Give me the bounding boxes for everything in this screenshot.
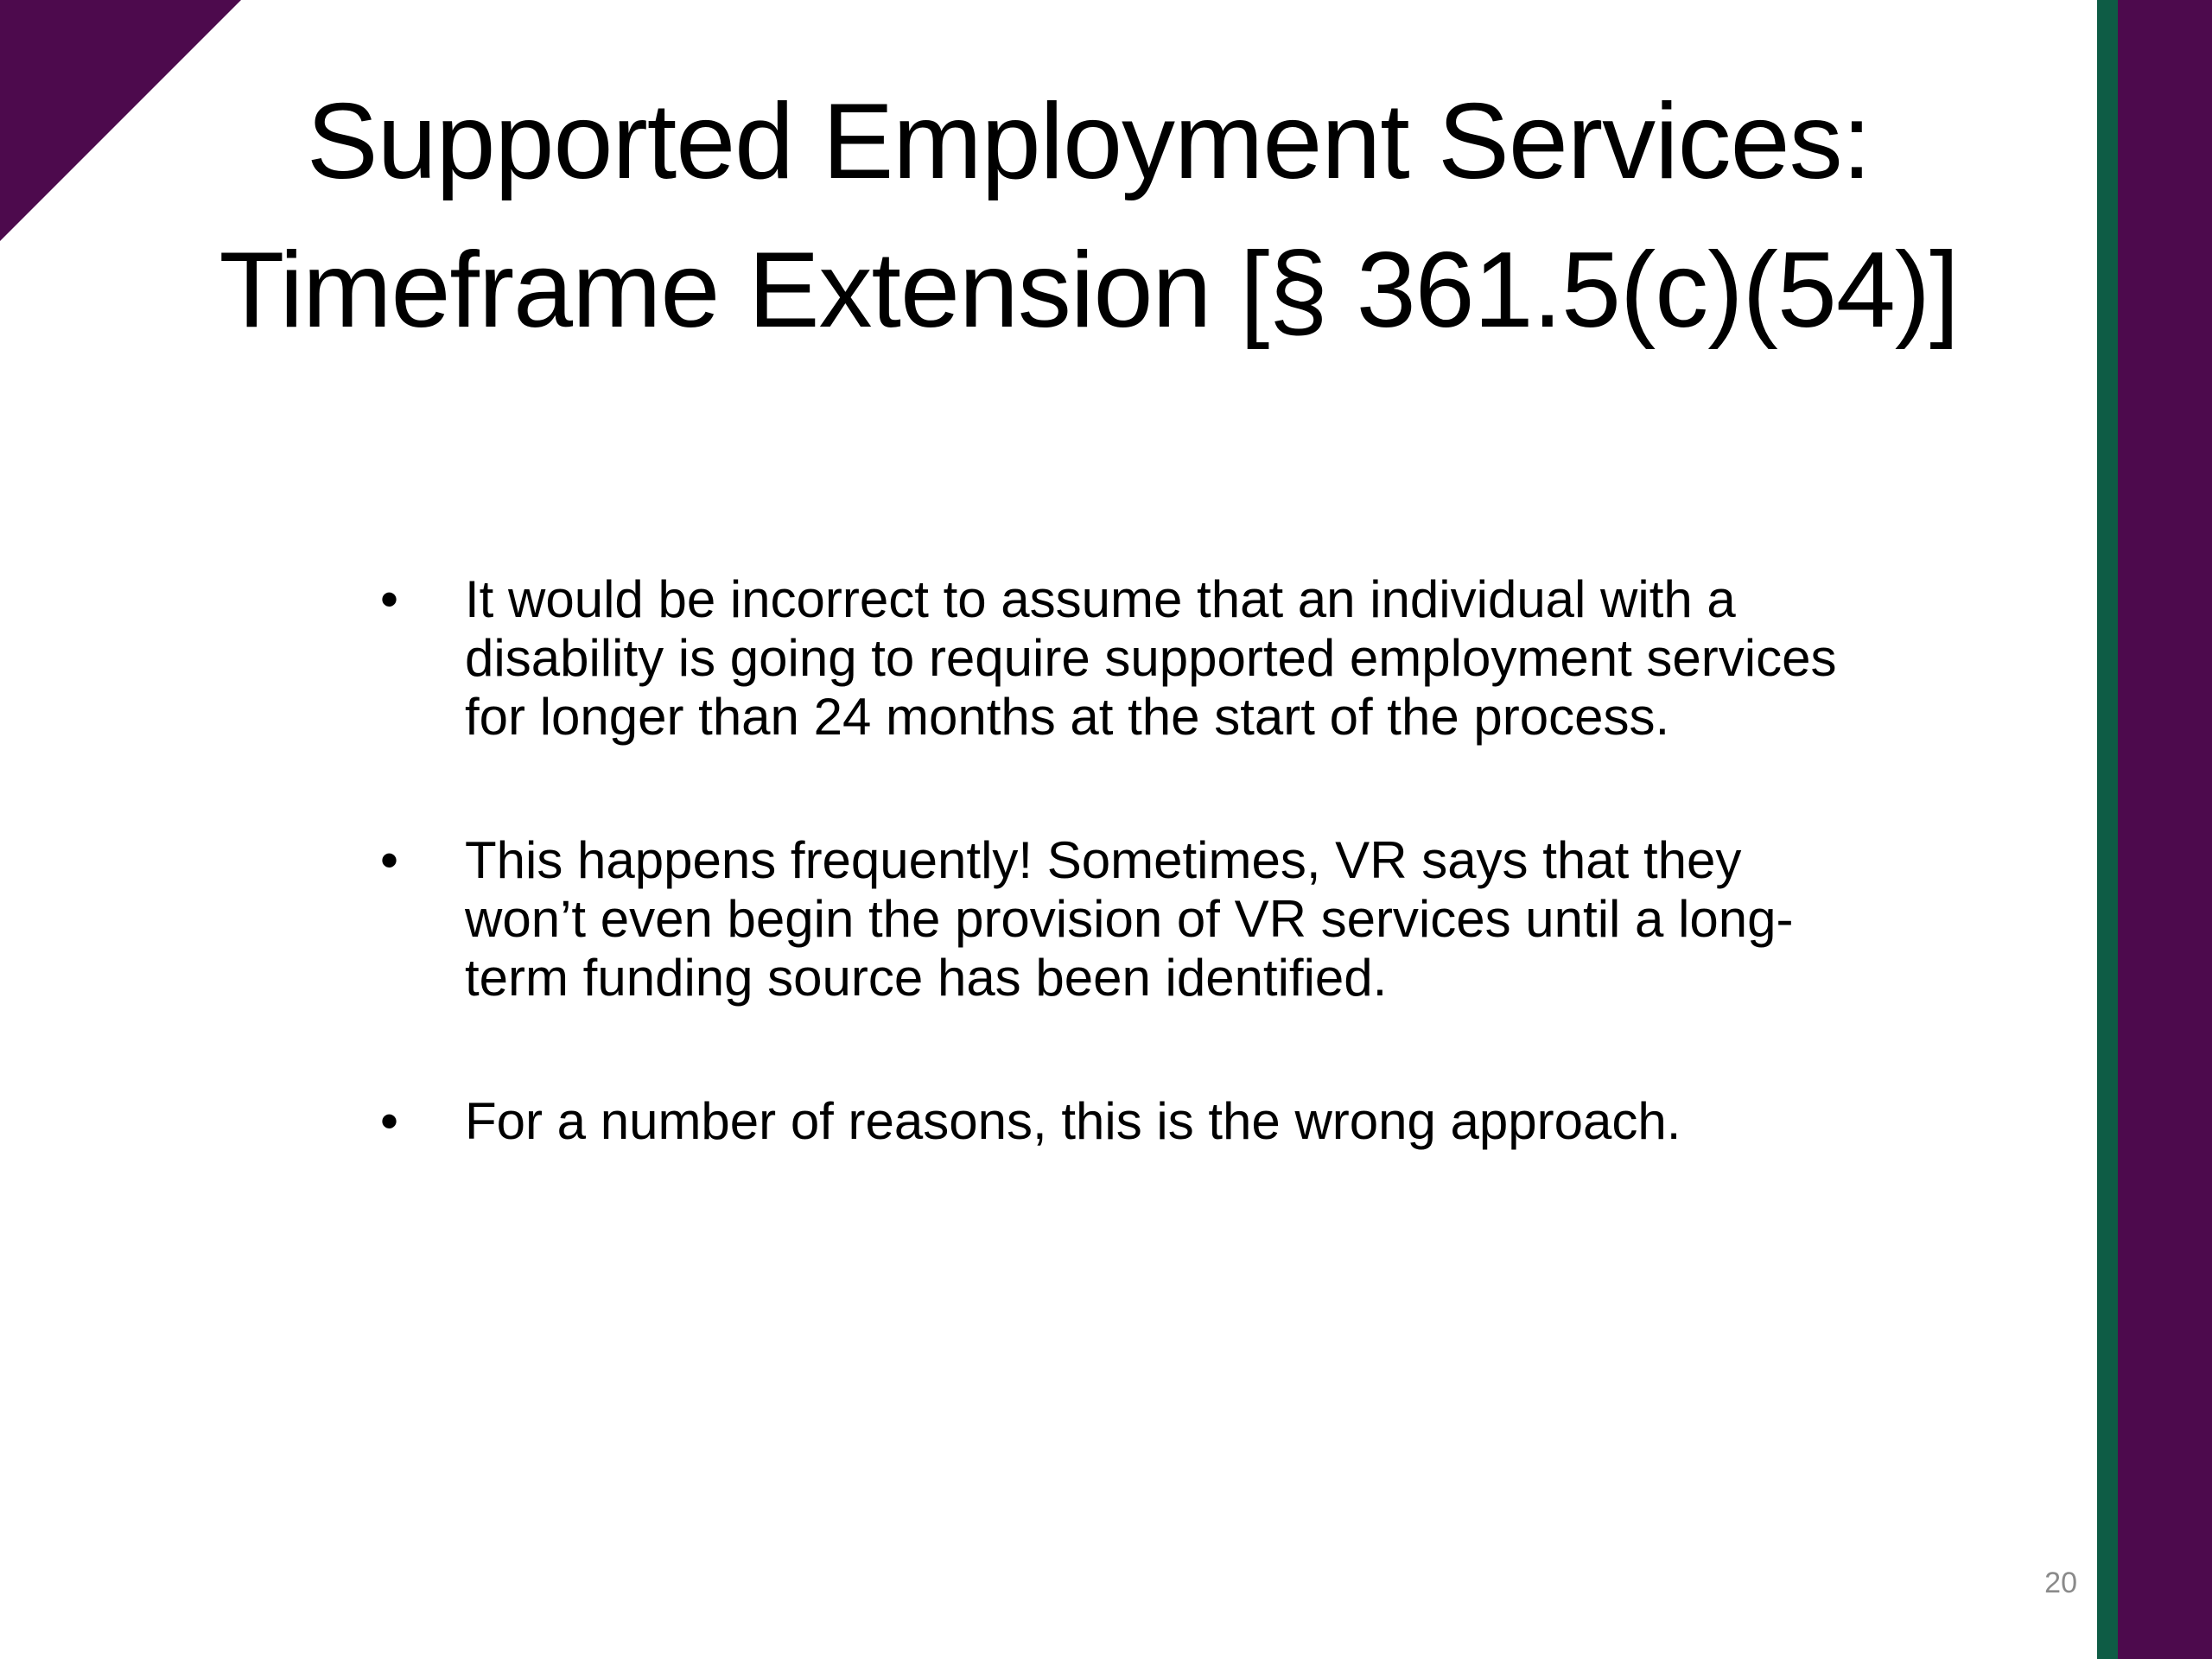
bullet-item [372, 570, 1858, 747]
bullet-item [372, 831, 1858, 1007]
slide-title-line-1: Supported Employment Services: [306, 82, 1872, 201]
bullet-dot-icon: • [380, 570, 399, 628]
slide-title-line-2: Timeframe Extension [§ 361.5(c)(54)] [219, 231, 1959, 350]
bullet-list [372, 570, 1858, 1151]
slide-title [121, 67, 2056, 365]
bullet-dot-icon: • [380, 1092, 399, 1150]
side-stripe-green [2097, 0, 2118, 1659]
bullet-text: This happens frequently! Sometimes, VR says that they won’t even begin the provision of VR services until a long-term funding source has been identified. [465, 831, 1794, 1007]
bullet-text: For a number of reasons, this is the wrong approach. [465, 1092, 1681, 1150]
slide-number: 20 [2044, 1567, 2077, 1599]
bullet-dot-icon: • [380, 831, 399, 889]
bullet-text: It would be incorrect to assume that an individual with a disability is going to require supported employment services for longer than 24 months at the start of the process. [465, 570, 1837, 746]
side-stripe-purple [2118, 0, 2212, 1659]
bullet-item [372, 1092, 1858, 1151]
